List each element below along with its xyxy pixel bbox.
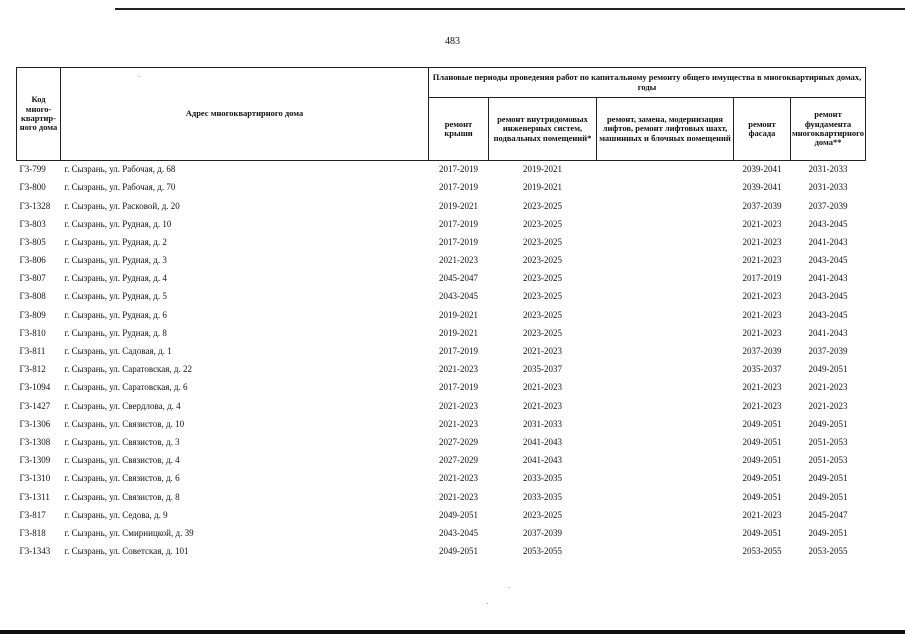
row-lifts [597,416,734,434]
row-engineering: 2023-2025 [523,255,562,266]
row-foundation: 2049-2051 [808,418,848,429]
row-foundation: 2021-2023 [808,382,848,393]
row-lifts [597,488,734,506]
row-roof: 2017-2019 [439,218,478,229]
row-roof: 2049-2051 [439,546,478,557]
row-address: г. Сызрань, ул. Смирницкой, д. 39 [64,527,194,538]
row-facade: 2037-2039 [742,346,782,357]
row-engineering: 2041-2043 [523,455,562,466]
row-facade: 2037-2039 [742,200,782,211]
scan-speck: · [138,73,141,81]
row-facade: 2021-2023 [742,327,782,338]
row-code: Г3-1343 [19,546,51,557]
row-code: Г3-807 [19,273,46,284]
row-facade: 2021-2023 [742,218,782,229]
row-roof: 2017-2019 [439,346,478,357]
row-address: г. Сызрань, ул. Расковой, д. 20 [64,200,180,211]
row-lifts [597,470,734,488]
row-facade: 2049-2051 [742,436,782,447]
scan-speck: · [508,584,511,592]
row-code: Г3-817 [19,509,46,520]
table-row [17,216,866,234]
row-engineering: 2033-2035 [523,491,562,502]
row-lifts [597,197,734,215]
row-lifts [597,252,734,270]
table-row [17,452,866,470]
row-roof: 2019-2021 [439,200,478,211]
row-roof: 2021-2023 [439,364,478,375]
row-code: Г3-806 [19,255,46,266]
row-engineering: 2035-2037 [523,364,562,375]
table-row [17,179,866,197]
row-code: Г3-800 [19,182,46,193]
row-foundation: 2049-2051 [808,491,848,502]
row-engineering: 2019-2021 [523,164,562,175]
row-engineering: 2023-2025 [523,309,562,320]
row-address: г. Сызрань, ул. Советская, д. 101 [64,546,189,557]
scan-speck: · [486,600,489,608]
row-roof: 2017-2019 [439,182,478,193]
row-lifts [597,161,734,180]
row-code: Г3-1309 [19,455,51,466]
row-address: г. Сызрань, ул. Свердлова, д. 4 [64,400,181,411]
row-foundation: 2053-2055 [808,546,848,557]
row-code: Г3-812 [19,364,46,375]
row-foundation: 2041-2043 [808,236,848,247]
row-engineering: 2037-2039 [523,527,562,538]
row-facade: 2049-2051 [742,527,782,538]
row-facade: 2049-2051 [742,473,782,484]
row-roof: 2049-2051 [439,509,478,520]
table-row [17,252,866,270]
row-address: г. Сызрань, ул. Связистов, д. 4 [64,455,180,466]
row-engineering: 2053-2055 [523,546,562,557]
row-engineering: 2023-2025 [523,218,562,229]
row-roof: 2021-2023 [439,491,478,502]
header-lifts: ремонт, замена, модернизация лифтов, ремонт лифтовых шахт, машинных и блочных помещений [597,98,734,161]
row-facade: 2021-2023 [742,382,782,393]
table-header [17,68,866,161]
row-roof: 2017-2019 [439,164,478,175]
table-row [17,397,866,415]
row-lifts [597,379,734,397]
row-foundation: 2043-2045 [808,309,848,320]
row-roof: 2019-2021 [439,327,478,338]
row-facade: 2049-2051 [742,418,782,429]
table-row [17,361,866,379]
row-engineering: 2041-2043 [523,436,562,447]
row-foundation: 2031-2033 [808,182,848,193]
header-engineering: ремонт внутридомовых инженерных систем, подвальных помещений* [489,98,597,161]
table-row [17,379,866,397]
row-facade: 2049-2051 [742,491,782,502]
row-engineering: 2023-2025 [523,200,562,211]
row-facade: 2021-2023 [742,291,782,302]
table-row [17,307,866,325]
row-lifts [597,179,734,197]
row-engineering: 2023-2025 [523,509,562,520]
row-code: Г3-810 [19,327,46,338]
row-lifts [597,397,734,415]
row-facade: 2021-2023 [742,255,782,266]
row-lifts [597,343,734,361]
row-roof: 2019-2021 [439,309,478,320]
row-roof: 2045-2047 [439,273,478,284]
table-row [17,488,866,506]
bottom-rule [0,630,905,634]
table-row [17,543,866,561]
row-foundation: 2041-2043 [808,273,848,284]
row-foundation: 2049-2051 [808,473,848,484]
row-code: Г3-1310 [19,473,51,484]
row-engineering: 2021-2023 [523,346,562,357]
row-lifts [597,234,734,252]
row-address: г. Сызрань, ул. Рудная, д. 5 [64,291,167,302]
table-row [17,270,866,288]
table-row [17,507,866,525]
row-address: г. Сызрань, ул. Саратовская, д. 22 [64,364,193,375]
row-foundation: 2021-2023 [808,400,848,411]
table-row [17,197,866,215]
row-code: Г3-1308 [19,436,51,447]
header-roof: ремонт крыши [429,98,489,161]
row-address: г. Сызрань, ул. Седова, д. 9 [64,509,168,520]
row-code: Г3-1311 [19,491,50,502]
row-code: Г3-808 [19,291,46,302]
table-row [17,434,866,452]
row-roof: 2021-2023 [439,400,478,411]
row-roof: 2043-2045 [439,291,478,302]
row-foundation: 2049-2051 [808,527,848,538]
row-engineering: 2021-2023 [523,400,562,411]
row-address: г. Сызрань, ул. Рудная, д. 10 [64,218,172,229]
row-lifts [597,325,734,343]
row-lifts [597,525,734,543]
row-engineering: 2023-2025 [523,273,562,284]
row-lifts [597,216,734,234]
header-periods: Плановые периоды проведения работ по капитальному ремонту общего имущества в многоквартирных домах, годы [429,68,866,98]
row-lifts [597,288,734,306]
table-row [17,343,866,361]
row-engineering: 2019-2021 [523,182,562,193]
row-facade: 2021-2023 [742,236,782,247]
row-facade: 2017-2019 [742,273,782,284]
row-code: Г3-818 [19,527,46,538]
row-roof: 2021-2023 [439,255,478,266]
row-address: г. Сызрань, ул. Связистов, д. 10 [64,418,185,429]
row-engineering: 2021-2023 [523,382,562,393]
table-row [17,416,866,434]
row-code: Г3-805 [19,236,46,247]
row-address: г. Сызрань, ул. Садовая, д. 1 [64,346,172,357]
row-code: Г3-1328 [19,200,51,211]
row-address: г. Сызрань, ул. Связистов, д. 3 [64,436,180,447]
row-code: Г3-809 [19,309,46,320]
row-engineering: 2033-2035 [523,473,562,484]
table-row [17,161,866,180]
row-facade: 2053-2055 [742,546,782,557]
row-roof: 2027-2029 [439,436,478,447]
row-code: Г3-1306 [19,418,51,429]
row-code: Г3-799 [19,164,46,175]
row-address: г. Сызрань, ул. Рабочая, д. 68 [64,164,176,175]
row-address: г. Сызрань, ул. Саратовская, д. 6 [64,382,188,393]
page-number: 483 [445,36,460,47]
row-roof: 2027-2029 [439,455,478,466]
row-foundation: 2045-2047 [808,509,848,520]
row-address: г. Сызрань, ул. Связистов, д. 6 [64,473,180,484]
row-lifts [597,361,734,379]
row-roof: 2043-2045 [439,527,478,538]
row-foundation: 2037-2039 [808,346,848,357]
row-facade: 2039-2041 [742,182,782,193]
row-address: г. Сызрань, ул. Рудная, д. 3 [64,255,167,266]
row-facade: 2049-2051 [742,455,782,466]
row-roof: 2021-2023 [439,473,478,484]
row-foundation: 2031-2033 [808,164,848,175]
table-row [17,288,866,306]
table-body [17,161,866,562]
row-lifts [597,307,734,325]
row-foundation: 2043-2045 [808,218,848,229]
table-row [17,470,866,488]
row-engineering: 2023-2025 [523,236,562,247]
row-address: г. Сызрань, ул. Рудная, д. 4 [64,273,167,284]
row-engineering: 2023-2025 [523,291,562,302]
row-foundation: 2049-2051 [808,364,848,375]
row-lifts [597,434,734,452]
row-lifts [597,543,734,561]
row-foundation: 2043-2045 [808,255,848,266]
row-lifts [597,507,734,525]
row-lifts [597,452,734,470]
table-row [17,525,866,543]
row-foundation: 2041-2043 [808,327,848,338]
row-address: г. Сызрань, ул. Рудная, д. 8 [64,327,167,338]
row-foundation: 2043-2045 [808,291,848,302]
row-engineering: 2023-2025 [523,327,562,338]
row-engineering: 2031-2033 [523,418,562,429]
row-address: г. Сызрань, ул. Рабочая, д. 70 [64,182,176,193]
row-facade: 2021-2023 [742,400,782,411]
row-lifts [597,270,734,288]
header-facade: ремонт фасада [734,98,791,161]
row-code: Г3-1427 [19,400,51,411]
row-roof: 2017-2019 [439,236,478,247]
repair-schedule-table [16,67,866,561]
row-foundation: 2051-2053 [808,455,848,466]
top-rule [115,8,905,10]
row-address: г. Сызрань, ул. Рудная, д. 2 [64,236,167,247]
header-address: Адрес многоквартирного дома [61,68,429,161]
row-code: Г3-1094 [19,382,51,393]
table-row [17,234,866,252]
row-facade: 2021-2023 [742,509,782,520]
row-code: Г3-811 [19,346,46,357]
row-facade: 2035-2037 [742,364,782,375]
row-foundation: 2037-2039 [808,200,848,211]
table-row [17,325,866,343]
header-foundation: ремонт фундамента многоквартирного дома** [791,98,866,161]
row-facade: 2021-2023 [742,309,782,320]
row-foundation: 2051-2053 [808,436,848,447]
row-address: г. Сызрань, ул. Связистов, д. 8 [64,491,180,502]
row-facade: 2039-2041 [742,164,782,175]
row-code: Г3-803 [19,218,46,229]
row-roof: 2017-2019 [439,382,478,393]
row-address: г. Сызрань, ул. Рудная, д. 6 [64,309,167,320]
row-roof: 2021-2023 [439,418,478,429]
header-code: Код много-квартир-ного дома [17,68,61,161]
